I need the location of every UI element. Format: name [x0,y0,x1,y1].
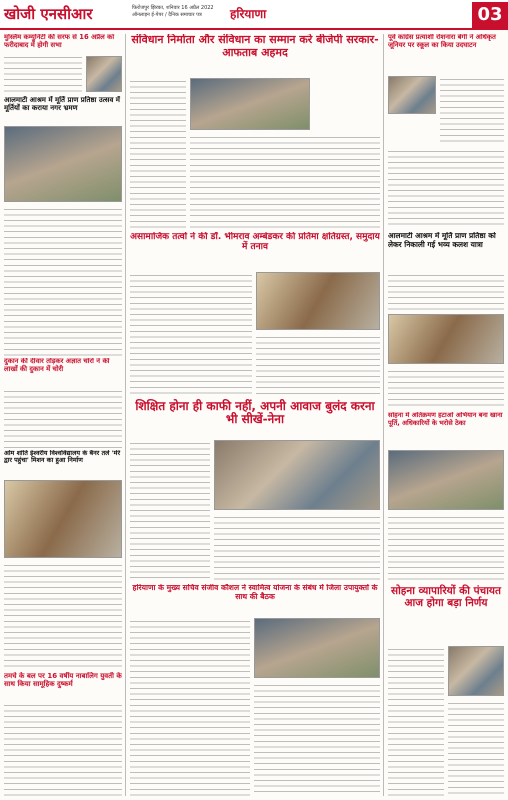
story-junior-school [388,34,504,74]
headline: मुस्लिम कम्युनिटी की सरफ से 16 अप्रैल को फरीदाबाद में होगी सभा [4,34,115,49]
body-text [4,54,82,92]
body-text [130,618,250,796]
story-shop-theft [4,358,122,386]
story-chief-secretary [130,584,380,614]
news-photo [388,450,504,510]
body-text [388,148,504,228]
body-text [388,368,504,410]
headline-sohna-traders: सोहना व्यापारियों की पंचायत आज होगा बड़ा निर्णय [390,585,502,609]
brand-logo: खोजी एनसीआर [4,5,93,23]
story-constitution [130,34,380,74]
body-text [190,134,380,228]
headline: तमचे के बल पर 16 वर्षीय नाबालिग युवती के साथ किया सामूहिक दुष्कर्म [4,672,122,689]
edition-date: फ़िरोजपुर झिरका, शनिवार 16 अप्रैल 2022 [132,5,214,11]
story-minor-assault [4,672,122,702]
edition-type: ऑनलाइन ई-पेपर / दैनिक समाचार पत्र [132,12,202,18]
news-photo [448,646,504,696]
news-photo [388,314,504,364]
body-text [254,682,380,796]
story-alamati-ashram [4,96,122,126]
body-text [130,272,252,394]
headline-education: शिक्षित होना ही काफी नहीं, अपनी आवाज बुलंद करना भी सीखें-नेना [135,399,375,427]
body-text [130,78,186,228]
body-text [214,514,380,580]
headline: हरियाणा के मुख्य सचिव संजीव कौशल ने स्वामित्व योजना के संबंध में जिला उपायुक्तों के साथ की बैठक [132,584,378,601]
news-photo [256,272,380,330]
story-om-shanti [4,450,122,478]
body-text [388,646,444,796]
news-photo [86,56,122,92]
section-title: हरियाणा [230,7,267,21]
column-rule [125,34,126,796]
news-photo [4,126,122,202]
news-photo [214,440,380,510]
headline: असामाजिक तत्वों ने की डॉ. भीमराव अम्बेडकर की प्रतिमा क्षतिग्रस्त, समुदाय में तनाव [130,232,380,253]
body-text [388,514,504,582]
headline: आलमाटी आश्रम में मूर्ति प्राण प्रतिष्ठा उत्सव में मूर्तियों का कराया नगर भ्रमण [4,96,120,113]
headline: आलमाटी आश्रम में मूर्ति प्राण प्रतिष्ठा को लेकर निकाली गई भव्य कलश यात्रा [388,232,496,249]
body-text [130,440,210,580]
headline: सोहना में अतिक्रमण हटाओ अभियान बना खाना पूर्ति, अधिकारियों के भरोसे ठेका [388,412,503,427]
body-text [448,700,504,796]
story-sohna-encroachment [388,412,504,448]
news-photo [190,78,310,130]
body-text [256,334,380,394]
page-number: 03 [472,2,508,28]
headline: ओम शांति ईश्वरीय विश्वविद्यालय के बैनर तले 'मेरे द्वार पहुंचा' मिशन का हुआ निर्माण [4,450,121,465]
story-ambedkar-statue [130,232,380,268]
headline: संविधान निर्माता और संविधान का सम्मान करे बीजेपी सरकार-आफताब अहमद [131,34,379,59]
masthead [0,0,508,30]
news-photo [4,480,122,558]
headline: दुकान की दीवार तोड़कर अज्ञात चोरों ने की लाखों की दुकान में चोरी [4,358,110,373]
body-text [4,702,122,796]
body-text [4,562,122,670]
news-photo [388,76,436,114]
body-text [4,206,122,356]
news-photo [254,618,380,678]
headline: पूर्व कांग्रेस प्रत्याशी रोशनारा बेगी ने अधिकृत जूनियर पर स्कूल का किया उदघाटन [388,34,496,49]
story-kalash-yatra [388,232,504,268]
body-text [440,76,504,146]
column-rule [383,34,384,796]
body-text [388,272,504,312]
body-text [4,388,122,448]
